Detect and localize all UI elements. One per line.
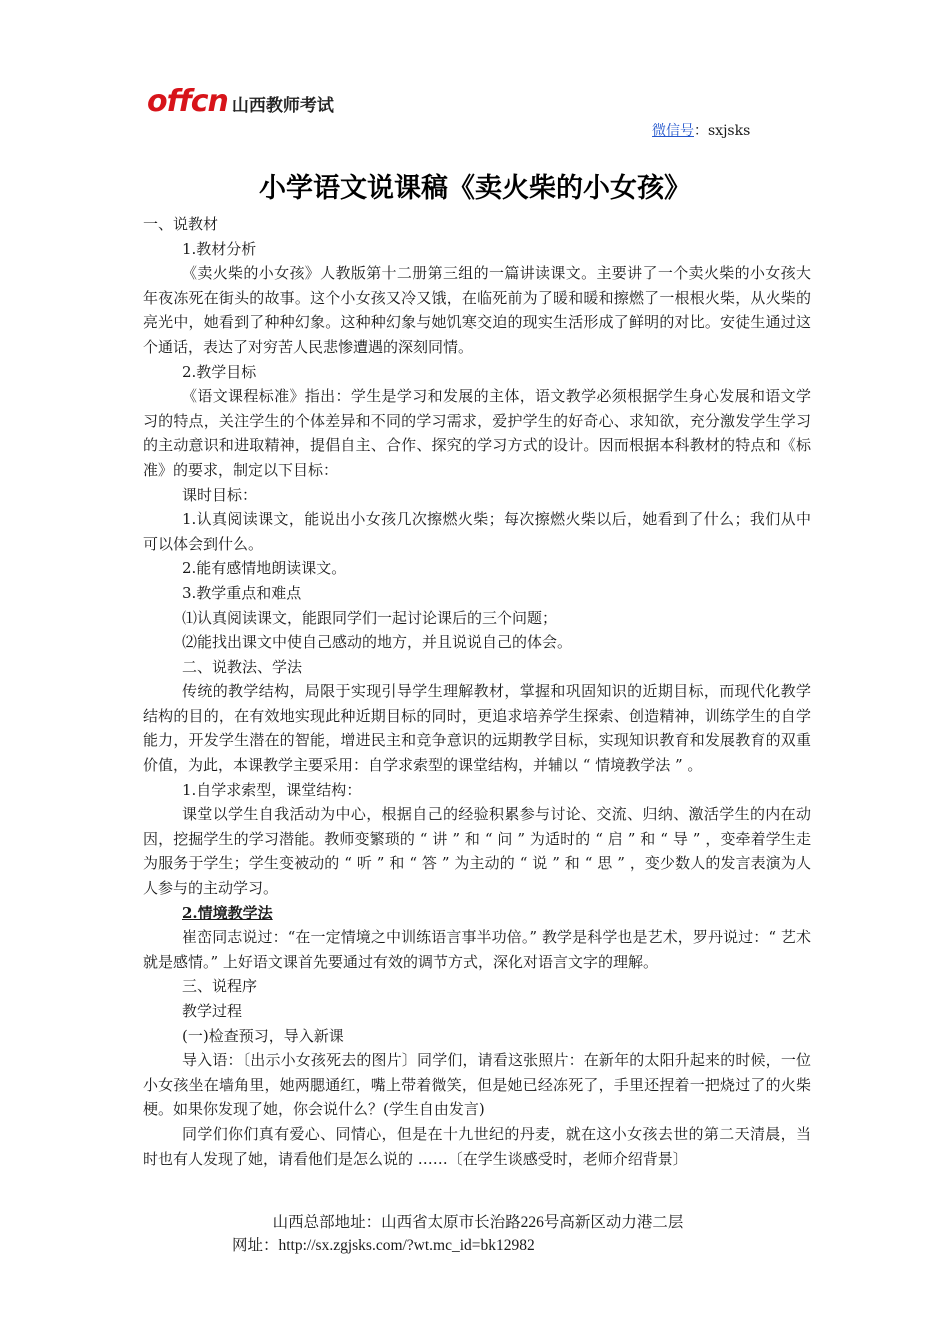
logo-mark: offcn bbox=[147, 83, 228, 119]
subheading-process: 教学过程 bbox=[182, 1002, 243, 1020]
subheading-self-study: 1.自学求索型，课堂结构： bbox=[182, 780, 362, 799]
wechat-line bbox=[652, 120, 750, 140]
section-heading-2: 二、说教法、学法 bbox=[182, 657, 303, 676]
footer-website[interactable]: 网址：http://sx.zgjsks.com/?wt.mc_id=bk12982 bbox=[232, 1237, 535, 1254]
section-heading-1: 一、说教材 bbox=[143, 215, 219, 233]
offcn-logo bbox=[147, 84, 334, 118]
subheading-situational bbox=[143, 901, 811, 926]
paragraph-teaching-goals: 《语文课程标准》指出：学生是学习和发展的主体，语文教学必须根据学生身心发展和语文学习的特点，关注学生的个体差异和不同的学习需求，爱护学生的好奇心、求知欲，充分激发学生学习的主动意识和进取精神，提倡自主、合作、探究的学习方式的设计。因而根据本科教材的特点和《标准》的要求，制定以下目标： bbox=[143, 387, 811, 479]
page-footer bbox=[0, 1210, 950, 1255]
situational-label: 2.情境教学法 bbox=[182, 903, 273, 922]
subheading-key-points: 3.教学重点和难点 bbox=[182, 583, 302, 602]
paragraph-background: 同学们你们真有爱心、同情心，但是在十九世纪的丹麦，就在这小女孩去世的第二天清晨，当时也有人发现了她，请看他们是怎么说的 ……〔在学生谈感受时，老师介绍背景〕 bbox=[143, 1124, 811, 1168]
subheading-textbook-analysis: 1.教材分析 bbox=[182, 239, 257, 258]
subheading-preview: (一)检查预习，导入新课 bbox=[182, 1026, 344, 1045]
key-point-2: ⑵能找出课文中使自己感动的地方，并且说说自己的体会。 bbox=[182, 633, 573, 652]
paragraph-methods: 传统的教学结构，局限于实现引导学生理解教材，掌握和巩固知识的近期目标，而现代化教学结构的目的，在有效地实现此种近期目标的同时，更追求培养学生探索、创造精神，训练学生的自学能力，开发学生潜在的智能，增进民主和竞争意识的远期教学目标，实现知识教育和发展教育的双重价值，为此，本课教学主要采用：自学求索型的课堂结构，并辅以 “ 情境教学法 ” 。 bbox=[143, 682, 811, 775]
wechat-sep: ： bbox=[694, 123, 708, 139]
key-point-1: ⑴认真阅读课文，能跟同学们一起讨论课后的三个问题； bbox=[182, 608, 558, 627]
wechat-id: sxjsks bbox=[708, 123, 751, 139]
goal-item-2: 2.能有感情地朗读课文。 bbox=[182, 559, 347, 578]
logo-text: 山西教师考试 bbox=[231, 95, 334, 116]
paragraph-intro: 导入语：〔出示小女孩死去的图片〕同学们，请看这张照片：在新年的太阳升起来的时候，一位小女孩坐在墙角里，她两腮通红，嘴上带着微笑，但是她已经冻死了，手里还捏着一把烧过了的火柴梗。如果你发现了她，你会说什么？(学生自由发言) bbox=[143, 1051, 811, 1119]
paragraph-self-study: 课堂以学生自我活动为中心，根据自己的经验积累参与讨论、交流、归纳、激活学生的内在动因，挖掘学生的学习潜能。教师变繁琐的 “ 讲 ” 和 “ 问 ” 为适时的 “ 启 ” 和 “ 导 ” ，变牵着学生走为服务于学生；学生变被动的 “ 听 ” 和 “ 答 ” 为主动的 “ 说 ” 和 “ 思 ” ，变少数人的发言表演为人人参与的主动学习。 bbox=[143, 805, 811, 898]
wechat-link[interactable]: 微信号 bbox=[652, 123, 694, 139]
footer-address: 山西总部地址：山西省太原市长治路226号高新区动力港二层 bbox=[272, 1214, 684, 1231]
document-title: 小学语文说课稿《卖火柴的小女孩》 bbox=[259, 173, 691, 204]
subheading-teaching-goals: 2.教学目标 bbox=[182, 362, 257, 381]
paragraph-situational: 崔峦同志说过：“在一定情境之中训练语言事半功倍。” 教学是科学也是艺术，罗丹说过：“ 艺术就是感情。” 上好语文课首先要通过有效的调节方式，深化对语言文字的理解。 bbox=[143, 928, 811, 971]
section-heading-3: 三、说程序 bbox=[182, 977, 258, 996]
lesson-goals-label: 课时目标： bbox=[182, 485, 258, 504]
goal-item-1: 1.认真阅读课文，能说出小女孩几次擦燃火柴；每次擦燃火柴以后，她看到了什么；我们从中可以体会到什么。 bbox=[143, 510, 811, 553]
document-body bbox=[143, 212, 811, 1171]
paragraph-textbook-analysis: 《卖火柴的小女孩》人教版第十二册第三组的一篇讲读课文。主要讲了一个卖火柴的小女孩大年夜冻死在街头的故事。这个小女孩又冷又饿，在临死前为了暖和暖和擦燃了一根根火柴，从火柴的亮光中，她看到了种种幻象。这种种幻象与她饥寒交迫的现实生活形成了鲜明的对比。安徒生通过这个通话，表达了对穷苦人民悲惨遭遇的深刻同情。 bbox=[143, 264, 811, 356]
